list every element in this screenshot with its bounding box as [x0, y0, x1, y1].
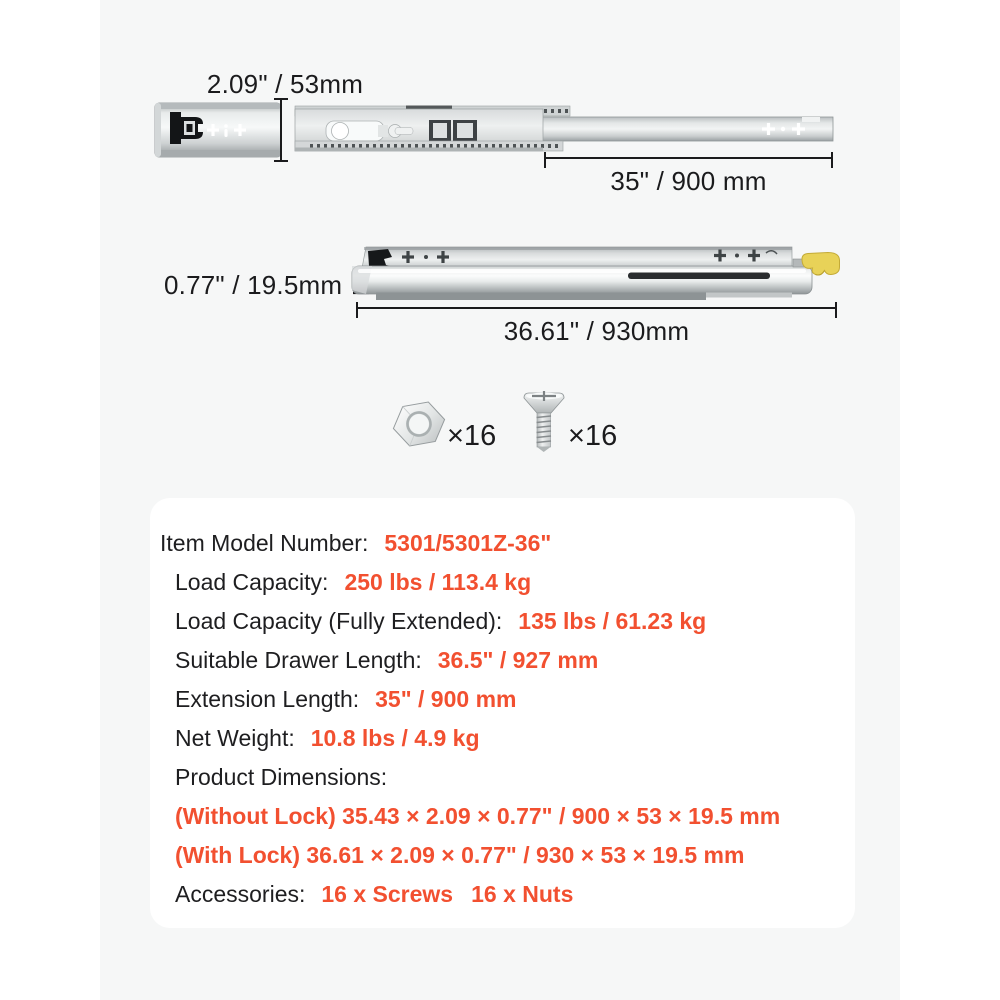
spec-row-model: [150, 524, 855, 563]
spec-row-product-dimensions: [150, 758, 855, 797]
spec-row-drawer-length: [150, 641, 855, 680]
spec-row-dimensions-without-lock: [150, 797, 855, 836]
spec-value: 36.5" / 927 mm: [437, 647, 599, 673]
thickness-dimension-label: 0.77" / 19.5mm: [164, 270, 343, 300]
extension-dimension-line: [544, 157, 833, 159]
spec-label: Net Weight:: [175, 725, 295, 751]
spec-label: Suitable Drawer Length:: [175, 647, 422, 673]
length-dimension-label: 36.61" / 930mm: [503, 316, 690, 346]
spec-label: Product Dimensions:: [175, 764, 388, 790]
spec-value: 250 lbs / 113.4 kg: [344, 569, 532, 595]
drawer-slide-side-image: [350, 238, 845, 308]
spec-row-load-capacity: [150, 563, 855, 602]
spec-label: Item Model Number:: [160, 530, 369, 556]
flat-head-screw-icon: [521, 390, 567, 453]
spec-row-extension-length: [150, 680, 855, 719]
screw-count-label: ×16: [568, 420, 618, 452]
spec-label: Extension Length:: [175, 686, 360, 712]
spec-value: 16 x Screws: [321, 881, 454, 907]
spec-value: (With Lock) 36.61 × 2.09 × 0.77" / 930 × 53 × 19.5 mm: [175, 842, 745, 868]
hex-nut-icon: [391, 399, 449, 451]
upper-rail: [362, 247, 792, 268]
middle-rail: [295, 106, 570, 152]
spec-label: Load Capacity (Fully Extended):: [175, 608, 503, 634]
spec-value: 5301/5301Z-36": [384, 530, 552, 556]
spec-value: 10.8 lbs / 4.9 kg: [310, 725, 480, 751]
length-dimension-line: [356, 307, 837, 309]
lower-rail-tube: [352, 266, 812, 300]
spec-row-accessories: [150, 875, 855, 914]
spec-value: 135 lbs / 61.23 kg: [518, 608, 707, 634]
extension-dimension-label: 35" / 900 mm: [610, 166, 767, 196]
spec-label: Accessories:: [175, 881, 306, 907]
spec-value: 16 x Nuts: [471, 881, 574, 907]
spec-value: (Without Lock) 35.43 × 2.09 × 0.77" / 900 × 53 × 19.5 mm: [175, 803, 781, 829]
spec-row-net-weight: [150, 719, 855, 758]
slide-height-dimension-label: 2.09" / 53mm: [206, 69, 364, 99]
spec-row-dimensions-with-lock: [150, 836, 855, 875]
nut-count-label: ×16: [447, 420, 497, 452]
spec-label: Load Capacity:: [175, 569, 329, 595]
drawer-slide-extended-image: [150, 95, 840, 165]
spec-card: [150, 498, 855, 928]
thickness-dimension-label-group: [164, 270, 371, 301]
spec-value: 35" / 900 mm: [375, 686, 517, 712]
inner-rail: [155, 103, 281, 157]
spec-row-load-capacity-extended: [150, 602, 855, 641]
